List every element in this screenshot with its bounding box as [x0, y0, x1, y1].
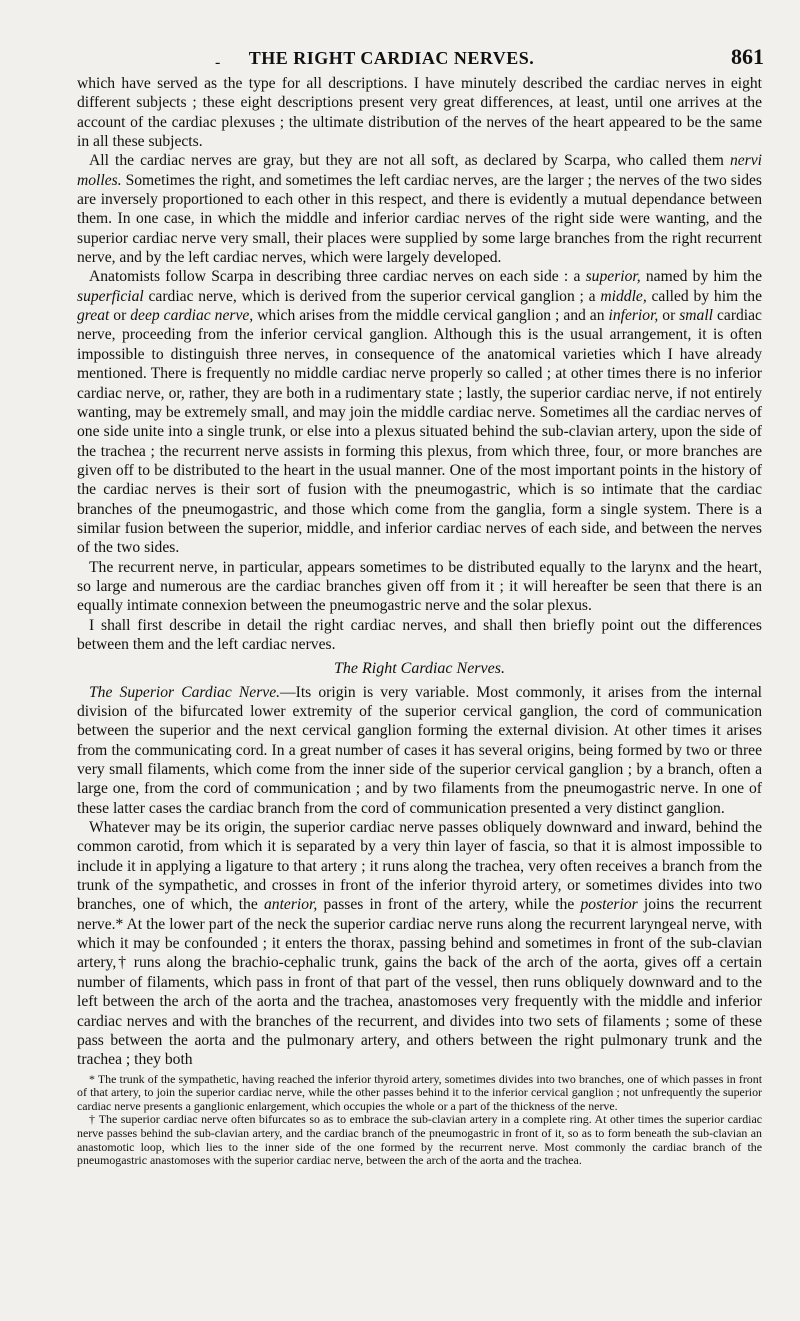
term-great: great — [77, 307, 110, 325]
running-head — [77, 44, 762, 74]
paragraph-3-text-h: cardiac nerve, proceeding from the inferior cervical ganglion. Although this is the usual arrangement, it is often impossible to distinguish three nerves, in consequence of the anatomical varieties which I have already mentioned. There is frequently no middle cardiac nerve properly so called ; at other times there is no inferior cardiac nerve, or, rather, they are both in a rudimentary state ; lastly, the superior cardiac nerve, if not entirely wanting, may be extremely small, and may join the middle cardiac nerve. Sometimes all the cardiac nerves of one side unite into a single trunk, or else into a plexus situated behind the sub-clavian artery, upon the side of the trachea ; the recurrent nerve assists in forming this plexus, from which three, four, or more branches are given off to be distributed to the heart in the usual manner. One of the most important points in the history of the cardiac nerves is their sort of fusion with the pneumogastric, which is so intimate that the cardiac branches of the pneumogastric, and those which come from the ganglia, form a single system. There is a similar fusion between the superior, middle, and inferior cardiac nerves of each side, and between the nerves of the two sides. — [77, 307, 762, 557]
paragraph-5: I shall first describe in detail the right cardiac nerves, and shall then briefly point out the differences between them and the left cardiac nerves. — [77, 616, 762, 653]
paragraph-3-text-b: named by him the — [640, 268, 763, 286]
paragraph-3-text-f: which arises from the middle cervical ganglion ; and an — [253, 307, 609, 325]
term-middle: middle, — [600, 287, 647, 305]
section-heading: The Right Cardiac Nerves. — [334, 660, 505, 678]
term-inferior: inferior, — [608, 307, 659, 325]
paragraph-2-text-b: Sometimes the right, and sometimes the left cardiac nerves, are the larger ; the nerves of the two sides are inversely proportioned to each other in this respect, and there is evidently a mutual dependance between them. In one case, in which the middle and inferior cardiac nerves of the right side were wanting, and the superior cardiac nerve very small, their places were supplied by some large branches from the right recurrent nerve, and by the left cardiac nerves, which were largely developed. — [77, 171, 762, 267]
paragraph-7-text-b: passes in front of the artery, while the — [317, 896, 581, 914]
paragraph-4: The recurrent nerve, in particular, appears sometimes to be distributed equally to the larynx and the heart, so large and numerous are the cardiac branches given off from it ; it will hereafter be seen that there is an equally intimate connexion between the pneumogastric nerve and the solar plexus. — [77, 558, 762, 615]
main-text — [77, 74, 762, 1070]
paragraph-3-text-g: or — [658, 307, 680, 325]
header-dash: - — [215, 54, 221, 71]
page-number: 861 — [731, 44, 764, 69]
term-superficial: superficial — [77, 287, 144, 305]
footnotes — [77, 1073, 762, 1168]
term-deep-cardiac-nerve: deep cardiac nerve, — [130, 307, 254, 325]
term-superior: superior, — [585, 268, 641, 286]
term-nervi-molles: nervi molles. — [77, 152, 762, 189]
subsection-heading: The Superior Cardiac Nerve. — [89, 683, 281, 701]
paragraph-3-text-e: or — [109, 307, 131, 325]
paragraph-1: which have served as the type for all descriptions. I have minutely described the cardiac nerves in eight different subjects ; these eight descriptions present very great differences, at least, until one arrives at the account of the cardiac plexuses ; the ultimate distribution of the nerves of the heart appeared to be the same in all these subjects. — [77, 75, 762, 151]
term-anterior: anterior, — [263, 896, 318, 914]
paragraph-7 — [77, 818, 762, 1069]
paragraph-7-text-c: joins the recurrent nerve.* At the lower part of the neck the superior cardiac nerve runs along the recurrent laryngeal nerve, with which it may be confounded ; it enters the thorax, passing behind and sometimes in front of the sub-clavian artery,† runs along the brachio-cephalic trunk, gains the back of the arch of the aorta, gives off a certain number of filaments, which pass in front of that part of the vessel, then runs obliquely downward and to the left between the arch of the aorta and the trachea, anastomoses very frequently with the middle and inferior cardiac nerves and with the branches of the recurrent, and divides into two sets of filaments ; some of these pass between the aorta and the pulmonary artery, and others between the right pulmonary trunk and the trachea ; they both — [77, 896, 762, 1069]
paragraph-2-text-a: All the cardiac nerves are gray, but they are not all soft, as declared by Scarpa, who called them — [89, 152, 730, 170]
page-title: THE RIGHT CARDIAC NERVES. — [248, 48, 535, 68]
paragraph-3-text-a: Anatomists follow Scarpa in describing three cardiac nerves on each side : a — [89, 268, 586, 286]
paragraph-3-text-c: cardiac nerve, which is derived from the superior cervical ganglion ; a — [143, 287, 601, 305]
footnote-2: † The superior cardiac nerve often bifurcates so as to embrace the sub-clavian artery in a complete ring. At other times the superior cardiac nerve passes behind the sub-clavian artery, and the cardiac branch of the pneumogastric in front of it, so as to form beneath the sub-clavian an anastomotic loop, which lies to the inner side of the one formed by the recurrent nerve. Most commonly the cardiac branch of the pneumogastric anastomoses with the superior cardiac nerve, between the arch of the aorta and the trachea. — [77, 1112, 762, 1168]
footnote-1: * The trunk of the sympathetic, having reached the inferior thyroid artery, sometimes divides into two branches, one of which passes in front of that artery, to join the superior cardiac nerve, while the other passes behind it to the inferior cervical ganglion ; not unfrequently the superior cardiac nerve presents a ganglionic enlargement, which occupies the whole or a part of the thickness of the nerve. — [77, 1071, 762, 1113]
term-posterior: posterior — [580, 896, 638, 914]
term-small: small — [679, 307, 714, 325]
paragraph-3-text-d: called by him the — [646, 287, 762, 305]
paragraph-6-text: —Its origin is very variable. Most commonly, it arises from the internal division of the bifurcated lower extremity of the superior cervical ganglion, the cord of communication between the superior and the next cervical ganglion forming the external division. At other times it arises from the communicating cord. In a great number of cases it has several origins, being formed by two or three very small filaments, which come from the inner side of the superior cervical ganglion ; by a branch, often a large one, from the cord of communication ; and by two filaments from the pneumogastric nerve. In one of these latter cases the cardiac branch from the cord of communication presented a very distinct ganglion. — [77, 683, 762, 817]
paragraph-3 — [77, 267, 762, 557]
paragraph-2 — [77, 151, 762, 267]
paragraph-6 — [77, 683, 762, 818]
paragraph-7-text-a: Whatever may be its origin, the superior cardiac nerve passes obliquely downward and inward, behind the common carotid, from which it is separated by a very thin layer of fascia, so that it is almost impossible to include it in applying a ligature to that artery ; it runs along the trachea, very often receives a branch from the trunk of the sympathetic, and crosses in front of the inferior thyroid artery, or sometimes divides into two branches, one of which, the — [77, 819, 762, 914]
